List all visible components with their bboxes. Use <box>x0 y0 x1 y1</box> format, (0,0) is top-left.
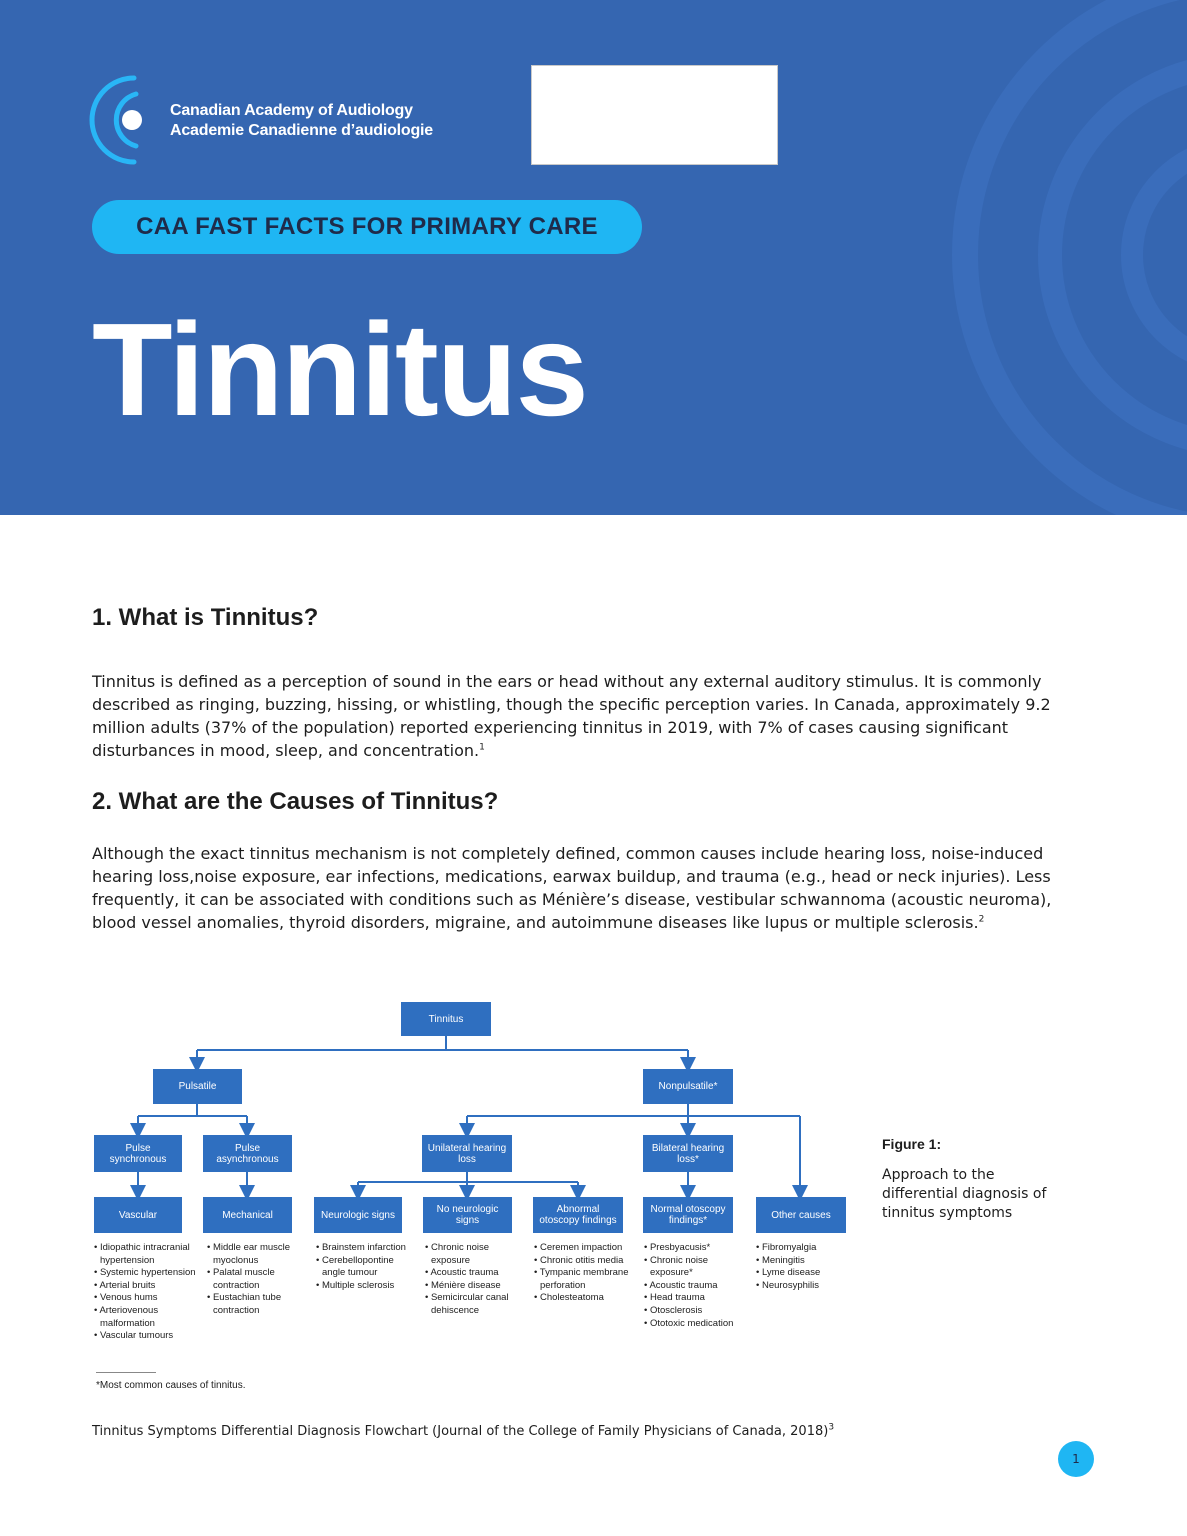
reference-1: 1 <box>479 742 485 753</box>
node-no-neurologic-signs: No neurologic signs <box>423 1197 512 1233</box>
page-number: 1 <box>1058 1441 1094 1477</box>
node-pulse-synchronous: Pulse synchronous <box>94 1135 182 1172</box>
list-no-neurologic-signs <box>425 1242 527 1318</box>
page-title: Tinnitus <box>92 296 587 443</box>
series-badge: CAA FAST FACTS FOR PRIMARY CARE <box>92 200 642 254</box>
node-pulsatile: Pulsatile <box>153 1069 242 1104</box>
list-item: • Fibromyalgia <box>756 1242 852 1255</box>
list-item: • Chronic otitis media <box>534 1255 640 1268</box>
list-item: • Multiple sclerosis <box>316 1280 414 1293</box>
figure-label: Figure 1: <box>882 1136 942 1152</box>
list-item: • Acoustic trauma <box>644 1280 744 1293</box>
list-item: • Presbyacusis* <box>644 1242 744 1255</box>
org-name-en: Canadian Academy of Audiology <box>170 102 413 119</box>
list-item: • Meningitis <box>756 1255 852 1268</box>
reference-3: 3 <box>828 1422 835 1433</box>
node-other-causes: Other causes <box>756 1197 846 1233</box>
org-name-fr: Academie Canadienne d’audiologie <box>170 122 433 139</box>
list-item: • Ménière disease <box>425 1280 527 1293</box>
list-item: • Ceremen impaction <box>534 1242 640 1255</box>
section-1-heading: 1. What is Tinnitus? <box>92 604 319 631</box>
list-mechanical <box>207 1242 307 1318</box>
list-item: • Chronic noise exposure* <box>644 1255 744 1280</box>
figure-source <box>92 1424 834 1439</box>
list-item: • Cerebellopontine angle tumour <box>316 1255 414 1280</box>
node-mechanical: Mechanical <box>203 1197 292 1233</box>
footnote-divider <box>96 1372 156 1373</box>
section-2-body: Although the exact tinnitus mechanism is not completely defined, common causes include hearing loss, noise-induced hearing loss,noise exposure, ear infections, medications, earwax buildup, and trauma (e.g., head or neck injuries). Less frequently, it can be associated with conditions such as Ménière’s disease, vestibular schwannoma (acoustic neuroma), blood vessel anomalies, thyroid disorders, migraine, and autoimmune diseases like lupus or multiple sclerosis. <box>92 844 1052 932</box>
list-item: • Head trauma <box>644 1292 744 1305</box>
node-vascular: Vascular <box>94 1197 182 1233</box>
section-1-body: Tinnitus is defined as a perception of sound in the ears or head without any external auditory stimulus. It is commonly described as ringing, buzzing, hissing, or whistling, though the specific perception varies. In Canada, approximately 9.2 million adults (37% of the population) reported experiencing tinnitus in 2019, with 7% of cases causing significant disturbances in mood, sleep, and concentration. <box>92 672 1051 760</box>
figure-caption: Approach to the differential diagnosis of tinnitus symptoms <box>882 1167 1047 1221</box>
list-normal-otoscopy <box>644 1242 744 1330</box>
node-neurologic-signs: Neurologic signs <box>314 1197 402 1233</box>
node-nonpulsatile: Nonpulsatile* <box>643 1069 733 1104</box>
list-abnormal-otoscopy <box>534 1242 640 1305</box>
list-item: • Otosclerosis <box>644 1305 744 1318</box>
list-item: • Vascular tumours <box>94 1330 206 1343</box>
list-item: • Arterial bruits <box>94 1280 206 1293</box>
list-item: • Neurosyphilis <box>756 1280 852 1293</box>
list-item: • Tympanic membrane perforation <box>534 1267 640 1292</box>
list-item: • Idiopathic intracranial hypertension <box>94 1242 206 1267</box>
list-item: • Middle ear muscle myoclonus <box>207 1242 307 1267</box>
list-item: • Arteriovenous malformation <box>94 1305 206 1330</box>
list-vascular <box>94 1242 206 1343</box>
list-item: • Brainstem infarction <box>316 1242 414 1255</box>
list-other-causes <box>756 1242 852 1292</box>
node-abnormal-otoscopy: Abnormal otoscopy findings <box>533 1197 623 1233</box>
list-item: • Palatal muscle contraction <box>207 1267 307 1292</box>
list-item: • Ototoxic medication <box>644 1318 744 1331</box>
node-unilateral-hearing-loss: Unilateral hearing loss <box>422 1135 512 1172</box>
list-item: • Lyme disease <box>756 1267 852 1280</box>
list-item: • Cholesteatoma <box>534 1292 640 1305</box>
flowchart-footnote: *Most common causes of tinnitus. <box>96 1380 246 1391</box>
node-tinnitus: Tinnitus <box>401 1002 491 1036</box>
list-item: • Acoustic trauma <box>425 1267 527 1280</box>
section-2-heading: 2. What are the Causes of Tinnitus? <box>92 788 499 815</box>
list-item: • Semicircular canal dehiscence <box>425 1292 527 1317</box>
node-bilateral-hearing-loss: Bilateral hearing loss* <box>643 1135 733 1172</box>
figure-source-text: Tinnitus Symptoms Differential Diagnosis Flowchart (Journal of the College of Family Physicians of Canada, 2018) <box>92 1424 829 1439</box>
list-item: • Chronic noise exposure <box>425 1242 527 1267</box>
list-neurologic-signs <box>316 1242 414 1292</box>
reference-2: 2 <box>978 914 985 925</box>
list-item: • Eustachian tube contraction <box>207 1292 307 1317</box>
list-item: • Venous hums <box>94 1292 206 1305</box>
node-pulse-asynchronous: Pulse asynchronous <box>203 1135 292 1172</box>
node-normal-otoscopy: Normal otoscopy findings* <box>643 1197 733 1233</box>
list-item: • Systemic hypertension <box>94 1267 206 1280</box>
